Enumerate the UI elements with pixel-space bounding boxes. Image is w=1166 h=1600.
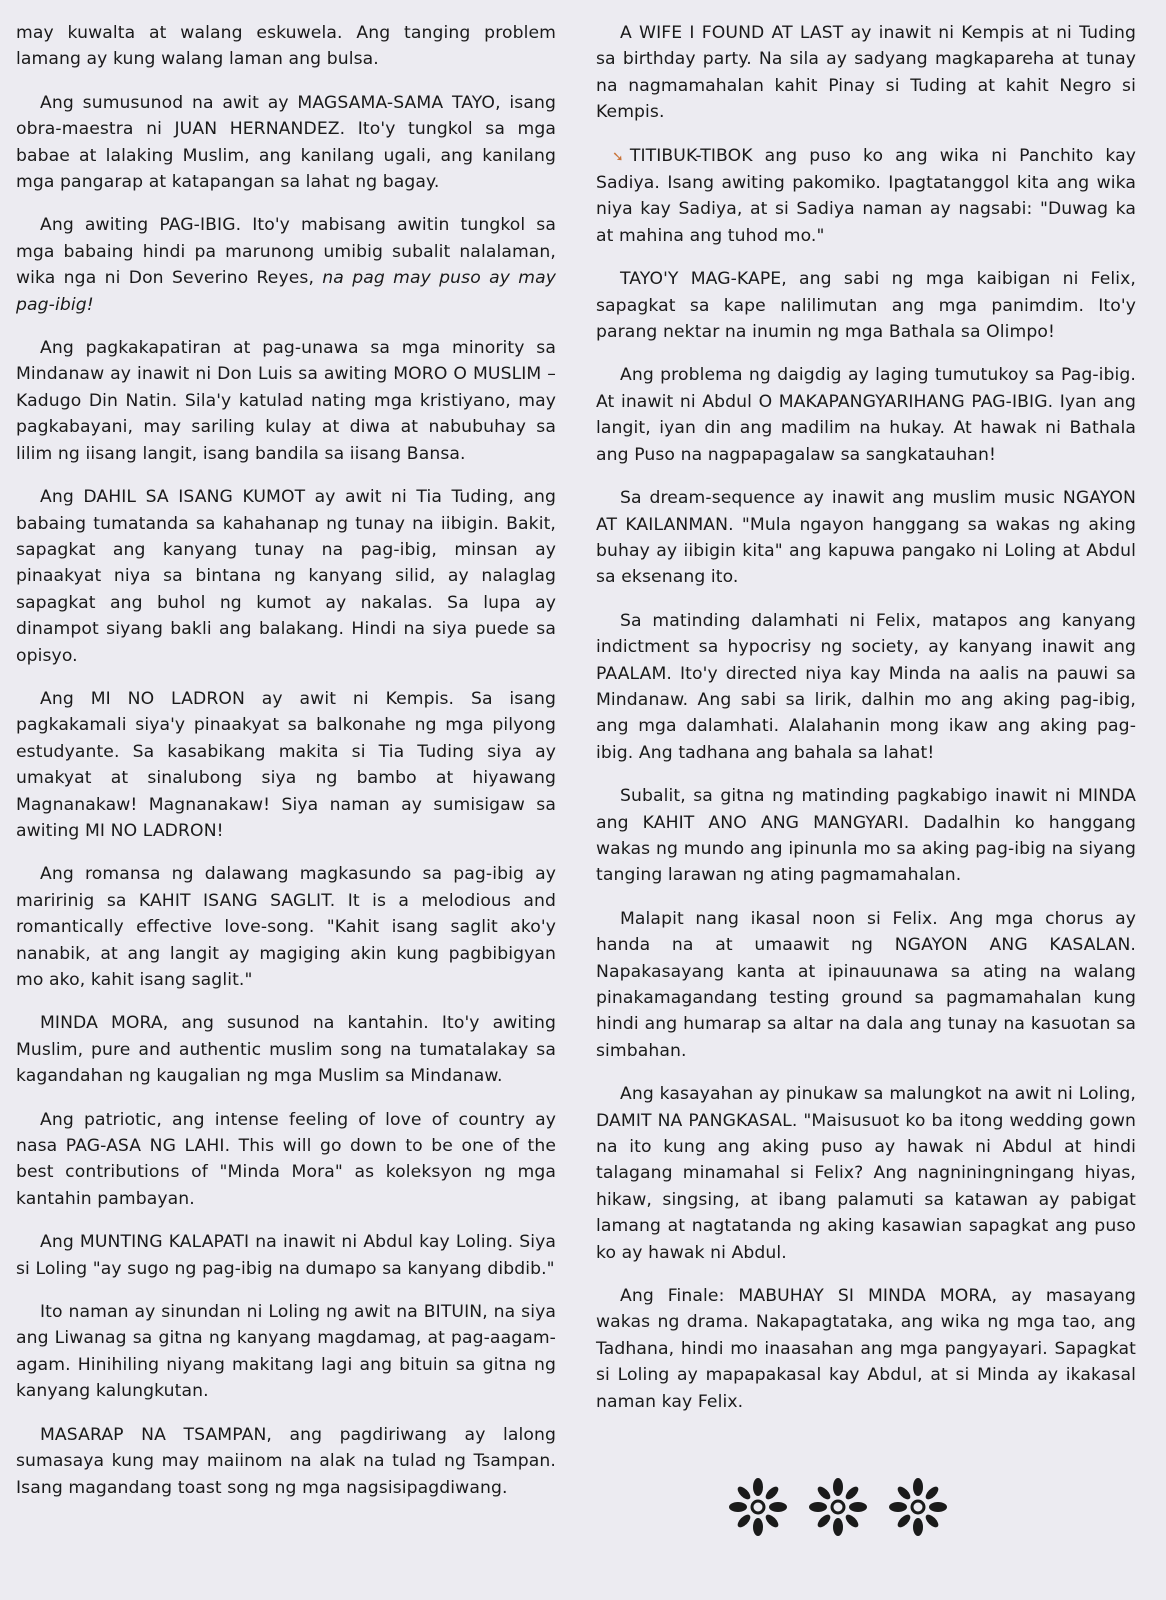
paragraph: Ang romansa ng dalawang magkasundo sa pag-ibig ay maririnig sa KAHIT ISANG SAGLIT. It is a melodious and romantically effective love-song. "Kahit isang saglit ako'y nanabik, at ang langit ay magiging akin kung pagbibigyan mo ako, kahit isang saglit.": [16, 864, 556, 990]
paragraph: Ang MUNTING KALAPATI na inawit ni Abdul kay Loling. Siya si Loling "ay sugo ng pag-ibig na dumapo sa kanyang dibdib.": [16, 1232, 556, 1279]
paragraph: Ito naman ay sinundan ni Loling ng awit na BITUIN, na siya ang Liwanag sa gitna ng kanyang magdamag, at pag-aagam-agam. Hinihiling niyang makitang lagi ang bituin sa gitna ng kanyang kalungkutan.: [16, 1302, 556, 1402]
paragraph: Sa dream-sequence ay inawit ang muslim music NGAYON AT KAILANMAN. "Mula ngayon hanggang sa wakas ng aking buhay ay iibigin kita" ang kapuwa pangako ni Loling at Abdul sa eksenang ito.: [596, 488, 1136, 588]
left-column: [16, 20, 556, 1518]
paragraph: Ang pagkakapatiran at pag-unawa sa mga minority sa Mindanaw ay inawit ni Don Luis sa awiting MORO O MUSLIM – Kadugo Din Natin. Sila'y katulad nating mga kristiyano, may pagkabayani, may sariling kulay at diwa at nabubuhay sa lilim ng iisang langit, isang bandila sa iisang Bansa.: [16, 338, 556, 464]
paragraph: MINDA MORA, ang susunod na kantahin. Ito'y awiting Muslim, pure and authentic muslim song na tumatalakay sa kagandahan ng kaugalian ng mga Muslim sa Mindanaw.: [16, 1013, 556, 1087]
paragraph-text: Ang awiting PAG-IBIG. Ito'y mabisang awitin tungkol sa mga babaing hindi pa marunong umibig subalit nalalaman, wika nga ni Don Severino Reyes,: [16, 215, 556, 289]
paragraph: Malapit nang ikasal noon si Felix. Ang mga chorus ay handa na at umaawit ng NGAYON ANG KASALAN. Napakasayang kanta at ipinauunawa sa ating na walang pinakamagandang testing ground sa pagmamahalan kung hindi ang humarap sa altar na dala ang tunay na kasuotan sa simbahan.: [596, 908, 1136, 1061]
paragraph: Ang sumusunod na awit ay MAGSAMA-SAMA TAYO, isang obra-maestra ni JUAN HERNANDEZ. Ito'y tungkol sa mga babae at lalaking Muslim, ang kanilang ugali, ang kanilang mga pangarap at katapangan sa lahat ng bagay.: [16, 92, 556, 193]
paragraph: Ang MI NO LADRON ay awit ni Kempis. Sa isang pagkakamali siya'y pinaakyat sa balkonahe ng mga pilyong estudyante. Sa kasabikang makita si Tia Tuding siya ay umakyat at sinalubong siya ng bambo at hiyawang Magnanakaw! Magnanakaw! Siya naman ay sumisigaw sa awiting MI NO LADRON!: [16, 688, 556, 841]
pen-mark-icon: ➘: [612, 148, 624, 165]
paragraph: Ang Finale: MABUHAY SI MINDA MORA, ay masayang wakas ng drama. Nakapagtataka, ang wika ng mga tao, ang Tadhana, hindi mo inaasahan ang mga pangyayari. Sapagkat si Loling ay mapapakasal kay Abdul, at si Minda ay ikakasal naman kay Felix.: [596, 1286, 1136, 1412]
flower-ornament-icon: [718, 1475, 958, 1539]
paragraph: MASARAP NA TSAMPAN, ang pagdiriwang ay lalong sumasaya kung may maiinom na alak na tulad ng Tsampan. Isang magandang toast song ng mga nagsisipagdiwang.: [16, 1424, 556, 1498]
paragraph: [16, 212, 556, 318]
paragraph-text: TITIBUK-TIBOK ang puso ko ang wika ni Panchito kay Sadiya. Isang awiting pakomiko. Ipagtatanggol kita ang wika niya kay Sadiya, at si Sadiya naman ay nagsabi: "Duwag ka at mahina ang tuhod mo.": [596, 145, 1136, 246]
paragraph: may kuwalta at walang eskuwela. Ang tanging problem lamang ay kung walang laman ang bulsa.: [16, 23, 556, 70]
right-column: [596, 20, 1136, 1432]
paragraph: TAYO'Y MAG-KAPE, ang sabi ng mga kaibigan ni Felix, sapagkat sa kape nalilimutan ang mga panimdim. Ito'y parang nektar na inumin ng mga Bathala sa Olimpo!: [596, 269, 1136, 343]
paragraph: Ang problema ng daigdig ay laging tumutukoy sa Pag-ibig. At inawit ni Abdul O MAKAPANGYARIHANG PAG-IBIG. Iyan ang langit, iyan din ang madilim na hukay. At hawak ni Bathala ang Puso na nagpapagalaw sa sangkatauhan!: [596, 365, 1136, 465]
italic-quote: na pag may puso ay may pag-ibig!: [16, 268, 556, 315]
paragraph: Ang patriotic, ang intense feeling of love of country ay nasa PAG-ASA NG LAHI. This will go down to be one of the best contributions of "Minda Mora" as koleksyon ng mga kantahin pambayan.: [16, 1109, 556, 1209]
paragraph: A WIFE I FOUND AT LAST ay inawit ni Kempis at ni Tuding sa birthday party. Na sila ay sadyang magkapareha at tunay na nagmamahalan kahit Pinay si Tuding at kahit Negro si Kempis.: [596, 23, 1136, 123]
paragraph: Ang kasayahan ay pinukaw sa malungkot na awit ni Loling, DAMIT NA PANGKASAL. "Maisusuot ko ba itong wedding gown na ito kung ang aking puso ay hawak ni Abdul at hindi talagang minamahal si Felix? Ang nagniningningang hiyas, hikaw, singsing, at ibang palamuti sa katawan ay pabigat lamang at nagtatanda ng aking kasawian sapagkat ang puso ko ay hawak ni Abdul.: [596, 1084, 1136, 1263]
paragraph: Subalit, sa gitna ng matinding pagkabigo inawit ni MINDA ang KAHIT ANO ANG MANGYARI. Dadalhin ko hanggang wakas ng mundo ang ipinunla mo sa aking pag-ibig na siyang tanging larawan ng ating pagmamahalan.: [596, 786, 1136, 886]
paragraph: Ang DAHIL SA ISANG KUMOT ay awit ni Tia Tuding, ang babaing tumatanda sa kahahanap ng tunay na iibigin. Bakit, sapagkat ang kanyang tunay na pag-ibig, minsan ay pinaakyat niya sa bintana ng kanyang silid, ay nalaglag sapagkat ang buhol ng kumot ay nakalas. Sa lupa ay dinampot siyang bakli ang balakang. Hindi na siya puede sa opisyo.: [16, 487, 556, 666]
paragraph: Sa matinding dalamhati ni Felix, matapos ang kanyang indictment sa hypocrisy ng society, ay kanyang inawit ang PAALAM. Ito'y directed niya kay Minda na aalis na pauwi sa Mindanaw. Ang sabi sa lirik, dalhin mo ang aking pag-ibig, ang mga dalamhati. Alalahanin mong ikaw ang aking pag-ibig. Ang tadhana ang bahala sa lahat!: [596, 610, 1136, 763]
paragraph: [596, 143, 1136, 250]
